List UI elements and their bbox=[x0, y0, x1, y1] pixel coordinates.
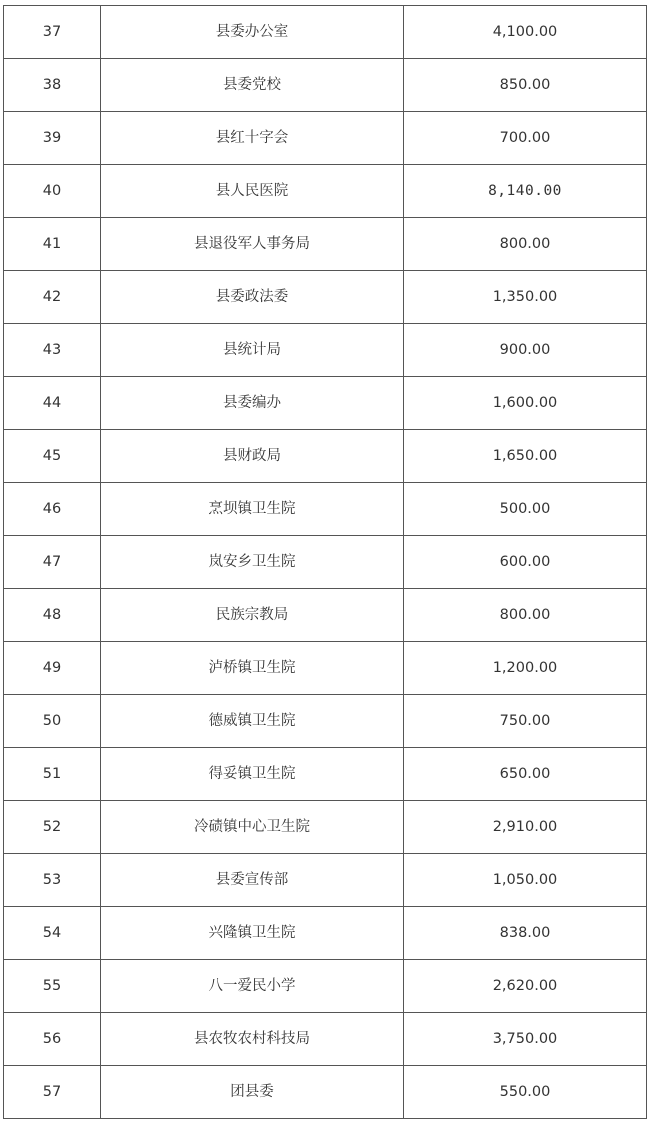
table-row bbox=[4, 6, 647, 59]
row-number: 49 bbox=[4, 642, 101, 695]
unit-name: 县委编办 bbox=[101, 377, 404, 430]
table-row bbox=[4, 748, 647, 801]
unit-name: 县红十字会 bbox=[101, 112, 404, 165]
amount: 4,100.00 bbox=[404, 6, 647, 59]
row-number: 51 bbox=[4, 748, 101, 801]
amount: 838.00 bbox=[404, 907, 647, 960]
table-row bbox=[4, 218, 647, 271]
row-number: 50 bbox=[4, 695, 101, 748]
unit-name: 民族宗教局 bbox=[101, 589, 404, 642]
unit-name: 德威镇卫生院 bbox=[101, 695, 404, 748]
amount: 900.00 bbox=[404, 324, 647, 377]
unit-name: 岚安乡卫生院 bbox=[101, 536, 404, 589]
table-row bbox=[4, 483, 647, 536]
row-number: 43 bbox=[4, 324, 101, 377]
row-number: 56 bbox=[4, 1013, 101, 1066]
unit-name: 县退役军人事务局 bbox=[101, 218, 404, 271]
table-row bbox=[4, 165, 647, 218]
unit-name: 县委办公室 bbox=[101, 6, 404, 59]
amount: 1,350.00 bbox=[404, 271, 647, 324]
unit-name: 团县委 bbox=[101, 1066, 404, 1119]
amount: 550.00 bbox=[404, 1066, 647, 1119]
table-row bbox=[4, 112, 647, 165]
amount: 2,620.00 bbox=[404, 960, 647, 1013]
unit-name: 冷碛镇中心卫生院 bbox=[101, 801, 404, 854]
unit-name: 县委党校 bbox=[101, 59, 404, 112]
row-number: 57 bbox=[4, 1066, 101, 1119]
row-number: 38 bbox=[4, 59, 101, 112]
row-number: 37 bbox=[4, 6, 101, 59]
amount: 2,910.00 bbox=[404, 801, 647, 854]
row-number: 47 bbox=[4, 536, 101, 589]
unit-name: 八一爱民小学 bbox=[101, 960, 404, 1013]
table-row bbox=[4, 430, 647, 483]
allocation-table bbox=[3, 5, 647, 1119]
row-number: 53 bbox=[4, 854, 101, 907]
amount: 1,600.00 bbox=[404, 377, 647, 430]
table-body bbox=[4, 6, 647, 1119]
table-row bbox=[4, 589, 647, 642]
amount: 750.00 bbox=[404, 695, 647, 748]
table-row bbox=[4, 377, 647, 430]
amount: 600.00 bbox=[404, 536, 647, 589]
amount: 850.00 bbox=[404, 59, 647, 112]
table-row bbox=[4, 536, 647, 589]
row-number: 39 bbox=[4, 112, 101, 165]
amount: 500.00 bbox=[404, 483, 647, 536]
table-row bbox=[4, 801, 647, 854]
row-number: 48 bbox=[4, 589, 101, 642]
table-row bbox=[4, 59, 647, 112]
unit-name: 县农牧农村科技局 bbox=[101, 1013, 404, 1066]
table-row bbox=[4, 642, 647, 695]
unit-name: 兴隆镇卫生院 bbox=[101, 907, 404, 960]
table-row bbox=[4, 907, 647, 960]
amount: 1,650.00 bbox=[404, 430, 647, 483]
amount: 700.00 bbox=[404, 112, 647, 165]
row-number: 44 bbox=[4, 377, 101, 430]
row-number: 41 bbox=[4, 218, 101, 271]
row-number: 54 bbox=[4, 907, 101, 960]
unit-name: 得妥镇卫生院 bbox=[101, 748, 404, 801]
row-number: 46 bbox=[4, 483, 101, 536]
amount: 8,140.00 bbox=[404, 165, 647, 218]
unit-name: 烹坝镇卫生院 bbox=[101, 483, 404, 536]
table-row bbox=[4, 695, 647, 748]
amount: 1,200.00 bbox=[404, 642, 647, 695]
amount: 3,750.00 bbox=[404, 1013, 647, 1066]
unit-name: 县委政法委 bbox=[101, 271, 404, 324]
amount: 650.00 bbox=[404, 748, 647, 801]
amount: 800.00 bbox=[404, 589, 647, 642]
table-row bbox=[4, 854, 647, 907]
row-number: 52 bbox=[4, 801, 101, 854]
unit-name: 泸桥镇卫生院 bbox=[101, 642, 404, 695]
unit-name: 县人民医院 bbox=[101, 165, 404, 218]
row-number: 55 bbox=[4, 960, 101, 1013]
unit-name: 县委宣传部 bbox=[101, 854, 404, 907]
row-number: 45 bbox=[4, 430, 101, 483]
table-row bbox=[4, 271, 647, 324]
row-number: 40 bbox=[4, 165, 101, 218]
table-row bbox=[4, 1066, 647, 1119]
unit-name: 县财政局 bbox=[101, 430, 404, 483]
amount: 1,050.00 bbox=[404, 854, 647, 907]
table-row bbox=[4, 1013, 647, 1066]
row-number: 42 bbox=[4, 271, 101, 324]
table-row bbox=[4, 960, 647, 1013]
table-row bbox=[4, 324, 647, 377]
unit-name: 县统计局 bbox=[101, 324, 404, 377]
amount: 800.00 bbox=[404, 218, 647, 271]
